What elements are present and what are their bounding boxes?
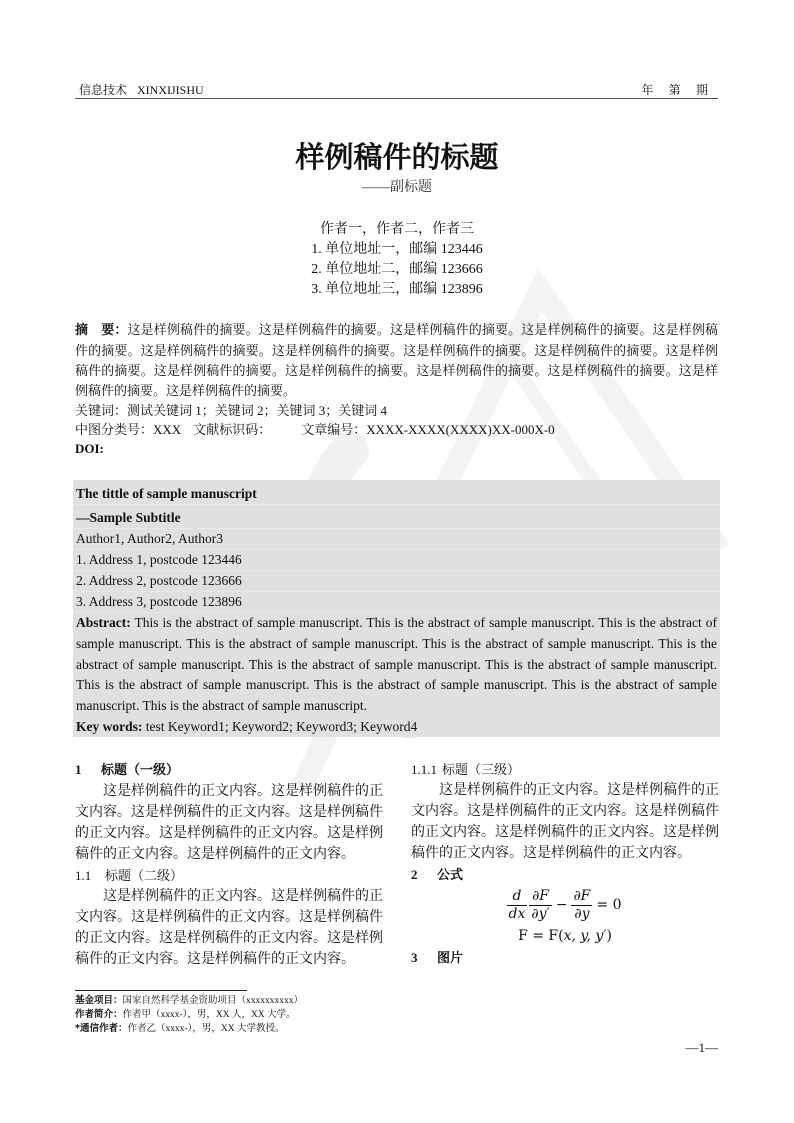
section-heading-1-1-1 <box>411 759 719 780</box>
footnote-text: 国家自然科学基金资助项目（xxxxxxxxxx） <box>122 996 304 1006</box>
paper-subtitle: ——副标题 <box>362 180 432 195</box>
article-no-value: XXXX-XXXX(XXXX)XX-000X-0 <box>366 422 555 437</box>
body-column-left <box>75 759 383 970</box>
equation-euler-lagrange <box>411 888 719 923</box>
denominator: ∂y′ <box>531 906 550 922</box>
keywords-label: 关键词： <box>75 404 128 419</box>
page-number: —1— <box>685 1040 718 1055</box>
section-number: 3 <box>411 950 418 965</box>
english-title: The tittle of sample manuscript <box>73 484 720 505</box>
journal-name-en: XINXIJISHU <box>137 83 204 97</box>
body-paragraph: 这是样例稿件的正文内容。这是样例稿件的正文内容。这是样例稿件的正文内容。这是样例稿件的正文内容。这是样例稿件的正文内容。这是样例稿件的正文内容。这是样例稿件的正文内容。 <box>75 889 383 967</box>
numerator: ∂F <box>529 888 551 906</box>
article-no-label: 文章编号： <box>301 423 367 438</box>
denominator: ∂y <box>574 906 590 922</box>
equation-functional <box>411 925 719 947</box>
journal-name <box>79 81 204 98</box>
abstract-label: 摘 要： <box>75 323 128 338</box>
footnote-label: 基金项目： <box>75 995 123 1006</box>
body-paragraph: 这是样例稿件的正文内容。这是样例稿件的正文内容。这是样例稿件的正文内容。这是样例稿件的正文内容。这是样例稿件的正文内容。这是样例稿件的正文内容。这是样例稿件的正文内容。 <box>411 783 719 861</box>
english-subtitle: —Sample Subtitle <box>73 505 720 529</box>
affiliation-item: 2. 单位地址二，邮编 123666 <box>311 262 483 277</box>
numerator: d <box>507 888 528 906</box>
doi-row: DOI: <box>75 441 104 456</box>
equation-close: ) <box>606 928 612 944</box>
journal-name-cn: 信息技术 <box>79 83 128 97</box>
issue-info: 年 第 期 <box>641 83 714 97</box>
english-address: 1. Address 1, postcode 123446 <box>73 550 720 571</box>
footnote-divider <box>75 990 247 991</box>
english-abstract-label: Abstract: <box>76 615 131 630</box>
section-title: 标题（三级） <box>442 762 521 777</box>
chinese-abstract <box>75 320 718 401</box>
footnote-author-bio <box>75 1008 303 1022</box>
section-title: 图片 <box>437 951 464 966</box>
numerator: ∂F <box>573 888 591 904</box>
english-keywords-label: Key words: <box>76 718 143 734</box>
affiliation-list <box>0 240 794 300</box>
section-heading-1 <box>75 759 383 781</box>
english-keywords-text: test Keyword1; Keyword2; Keyword3; Keyword4 <box>142 718 418 734</box>
fraction <box>529 888 551 923</box>
footnotes <box>75 994 303 1036</box>
doc-code-label: 文献标识码： <box>193 423 272 438</box>
footnote-corresponding <box>75 1022 303 1036</box>
section-number: 1.1.1 <box>411 762 437 777</box>
english-abstract <box>73 613 720 717</box>
paper-title: 样例稿件的标题 <box>295 140 499 174</box>
running-head <box>75 80 718 99</box>
footnote-label: *通信作者： <box>75 1023 128 1034</box>
section-number: 2 <box>411 867 418 882</box>
equation-lhs: F = F( <box>518 928 564 944</box>
section-number: 1 <box>75 762 82 777</box>
clc-value: XXX <box>153 422 182 437</box>
keywords-row <box>75 402 718 421</box>
section-heading-1-1 <box>75 865 383 886</box>
affiliation-item: 3. 单位地址三，邮编 123896 <box>311 282 483 297</box>
section-heading-2 <box>411 864 719 886</box>
abstract-text: 这是样例稿件的摘要。这是样例稿件的摘要。这是样例稿件的摘要。这是样例稿件的摘要。这是样例稿件的摘要。这是样例稿件的摘要。这是样例稿件的摘要。这是样例稿件的摘要。这是样例稿件的摘要。这是样例稿件的摘要。这是样例稿件的摘要。这是样例稿件的摘要。这是样例稿件的摘要。这是样例稿件的摘要。这是样例稿件的摘要。这是样例稿件的摘要。 <box>75 322 718 398</box>
clc-label: 中图分类号： <box>75 423 154 438</box>
section-heading-3 <box>411 947 719 969</box>
section-title: 标题（二级） <box>105 868 184 883</box>
denominator: dx <box>508 906 526 922</box>
footnote-funding <box>75 994 303 1008</box>
keywords-text: 测试关键词 1；关键词 2；关键词 3；关键词 4 <box>127 403 388 418</box>
english-abstract-text: This is the abstract of sample manuscript. This is the abstract of sample manuscript. This is the abstract of sample manuscript. This is the abstract of sample manuscript. This is the abstract of sample manuscript. This is the abstract of sample manuscript. This is the abstract of sample manuscript. This is the abstract of sample manuscript. This is the abstract of sample manuscript. This is the abstract of sample manuscript. This is the abstract of sample manuscript. This is the abstract of sample manuscript. <box>76 615 717 714</box>
classification-row <box>75 421 718 440</box>
section-title: 标题（一级） <box>101 763 180 778</box>
equation-args: x, y, y′ <box>563 928 607 944</box>
minus-sign: − <box>555 897 568 913</box>
body-paragraph: 这是样例稿件的正文内容。这是样例稿件的正文内容。这是样例稿件的正文内容。这是样例稿件的正文内容。这是样例稿件的正文内容。这是样例稿件的正文内容。这是样例稿件的正文内容。 <box>75 784 383 862</box>
body-column-right <box>411 759 719 969</box>
footnote-label: 作者简介： <box>75 1009 123 1020</box>
affiliation-item: 1. 单位地址一，邮编 123446 <box>311 242 483 257</box>
equation-rhs: = 0 <box>596 897 622 913</box>
footnote-text: 作者甲（xxxx-），男，XX 人，XX 大学。 <box>122 1010 296 1020</box>
fraction <box>507 888 528 923</box>
english-address: 2. Address 2, postcode 123666 <box>73 571 720 592</box>
english-authors: Author1, Author2, Author3 <box>73 529 720 550</box>
english-address: 3. Address 3, postcode 123896 <box>73 592 720 613</box>
section-number: 1.1 <box>75 868 92 883</box>
english-keywords <box>73 717 720 737</box>
fraction <box>571 888 592 923</box>
section-title: 公式 <box>437 868 464 883</box>
footnote-text: 作者乙（xxxx-），男，XX 大学教授。 <box>127 1024 285 1034</box>
english-abstract-box <box>73 480 720 737</box>
author-list: 作者一，作者二，作者三 <box>320 221 474 237</box>
chinese-metadata <box>75 402 718 458</box>
